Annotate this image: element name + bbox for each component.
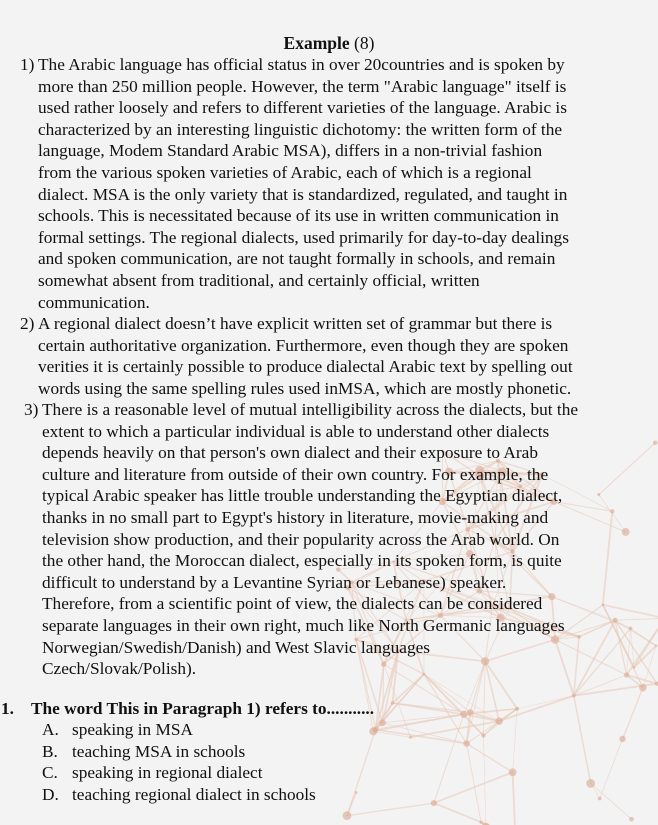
network-node: [431, 800, 437, 806]
paragraph-line: certain authoritative organization. Furthermore, even though they are spoken: [38, 335, 569, 355]
paragraph-number: 2): [20, 314, 35, 333]
network-node: [653, 441, 658, 446]
network-link: [513, 772, 516, 825]
network-node: [481, 733, 485, 737]
network-node: [572, 694, 576, 698]
paragraph-body: [20, 54, 640, 313]
paragraph-line: used rather loosely and refers to different varieties of the language. Arabic is: [38, 98, 567, 118]
network-link: [513, 709, 517, 773]
network-link: [483, 736, 485, 825]
paragraph-line: language, Modem Standard Arabic MSA), differs in a non-trivial fashion: [38, 141, 543, 161]
paragraph-line: words using the same spelling rules used inMSA, which are mostly phonetic.: [38, 378, 572, 398]
option-letter: C.: [42, 763, 58, 783]
paragraph-line: typical Arabic speaker has little trouble understanding the Egyptian dialect,: [42, 486, 563, 506]
question-number: 1.: [1, 699, 14, 718]
network-node: [619, 736, 625, 742]
paragraph-line: dialect. MSA is the only variety that is standardized, regulated, and taught in: [38, 184, 568, 204]
paragraph-line: schools. This is necessitated because of its use in written communication in: [38, 206, 559, 226]
paragraph-3: [24, 399, 644, 680]
paragraph-line: somewhat absent from traditional, and certainly official, written: [38, 270, 480, 290]
paragraph-number: 1): [20, 55, 35, 74]
network-node: [495, 717, 503, 725]
option-text: teaching regional dialect in schools: [72, 784, 316, 804]
option-letter: D.: [42, 784, 59, 804]
question-1: [1, 698, 374, 720]
network-node: [655, 645, 657, 647]
network-node: [355, 791, 358, 794]
network-link: [467, 744, 481, 823]
paragraph-line: Czech/Slovak/Polish).: [42, 659, 197, 679]
paragraph-line: and spoken communication, are not taught formally in schools, and remain: [38, 249, 556, 269]
paragraph-line: from the various spoken varieties of Arabic, each of which is a regional: [38, 162, 532, 182]
option-c[interactable]: [42, 762, 316, 784]
paragraph-body: [24, 399, 644, 680]
network-node: [629, 817, 634, 822]
paragraph-line: television show production, and their popularity across the Arab world. On: [42, 529, 560, 549]
paragraph-line: verities it is certainly possible to produce dialectal Arabic text by spelling out: [38, 357, 573, 377]
network-link: [434, 714, 464, 803]
network-link: [467, 712, 471, 743]
network-node: [460, 711, 467, 718]
network-node: [373, 727, 379, 733]
network-node: [515, 707, 519, 711]
network-node: [391, 701, 395, 705]
network-link: [376, 730, 467, 744]
paragraph-line: culture and literature from outside of their own country. For example, the: [42, 464, 549, 484]
network-node: [409, 736, 412, 739]
paragraph-line: Norwegian/Swedish/Danish) and West Slavic languages: [42, 637, 431, 657]
network-node: [639, 684, 647, 692]
example-title: [0, 32, 658, 54]
paragraph-2: [20, 313, 640, 399]
network-node: [379, 719, 386, 726]
network-node: [509, 768, 517, 776]
network-link: [424, 674, 484, 735]
question-text: The word This in Paragraph 1) refers to...........: [31, 699, 375, 718]
network-link: [574, 696, 591, 784]
option-text: teaching MSA in schools: [72, 741, 246, 761]
option-b[interactable]: [42, 741, 316, 763]
network-node: [479, 821, 482, 824]
option-letter: A.: [42, 720, 59, 739]
network-link: [623, 688, 643, 739]
network-link: [591, 783, 632, 819]
network-link: [434, 772, 513, 803]
paragraph-line: characterized by an interesting linguistic dichotomy: the written form of the: [38, 119, 563, 139]
option-text: speaking in regional dialect: [72, 763, 263, 783]
option-d[interactable]: [42, 784, 316, 806]
option-letter: B.: [42, 741, 58, 761]
paragraph-line: There is a reasonable level of mutual intelligibility across the dialects, but the: [42, 400, 579, 419]
paragraph-line: communication.: [38, 292, 150, 312]
network-node: [586, 779, 595, 788]
paragraph-number: 3): [24, 400, 39, 419]
paragraph-line: A regional dialect doesn’t have explicit written set of grammar but there is: [38, 314, 553, 333]
paragraph-line: more than 250 million people. However, the term "Arabic language" itself is: [38, 76, 567, 96]
network-link: [347, 803, 434, 816]
paragraph-line: formal settings. The regional dialects, used primarily for day-to-day dealings: [38, 227, 569, 247]
network-link: [347, 730, 376, 816]
paragraph-1: [20, 54, 640, 313]
paragraph-line: The Arabic language has official status in over 20countries and is spoken by: [38, 55, 565, 74]
paragraph-line: the other hand, the Moroccan dialect, especially in its spoken form, is quite: [42, 551, 562, 571]
network-link: [434, 803, 515, 825]
option-text: speaking in MSA: [72, 720, 193, 739]
network-node: [343, 811, 352, 820]
network-node: [463, 740, 470, 747]
paragraph-line: extent to which a particular individual is able to understand other dialects: [42, 421, 550, 441]
example-title-number: (8): [354, 33, 375, 53]
network-node: [467, 709, 474, 716]
option-a[interactable]: [42, 719, 316, 741]
paragraph-line: thanks in no small part to Egypt's history in literature, movie-making and: [42, 507, 549, 527]
network-link: [467, 744, 513, 773]
example-title-bold: Example: [283, 33, 350, 53]
paragraph-line: Therefore, from a scientific point of view, the dialects can be considered: [42, 594, 543, 614]
network-node: [598, 797, 602, 801]
network-link: [600, 739, 623, 799]
answer-options: [42, 719, 316, 805]
paragraph-line: separate languages in their own right, much like North Germanic languages: [42, 615, 565, 635]
paragraph-line: depends heavily on that person's own dialect and their exposure to Arab: [42, 443, 538, 463]
paragraph-body: [20, 313, 640, 399]
paragraph-line: difficult to understand by a Levantine Syrian or Lebanese) speaker.: [42, 572, 507, 592]
